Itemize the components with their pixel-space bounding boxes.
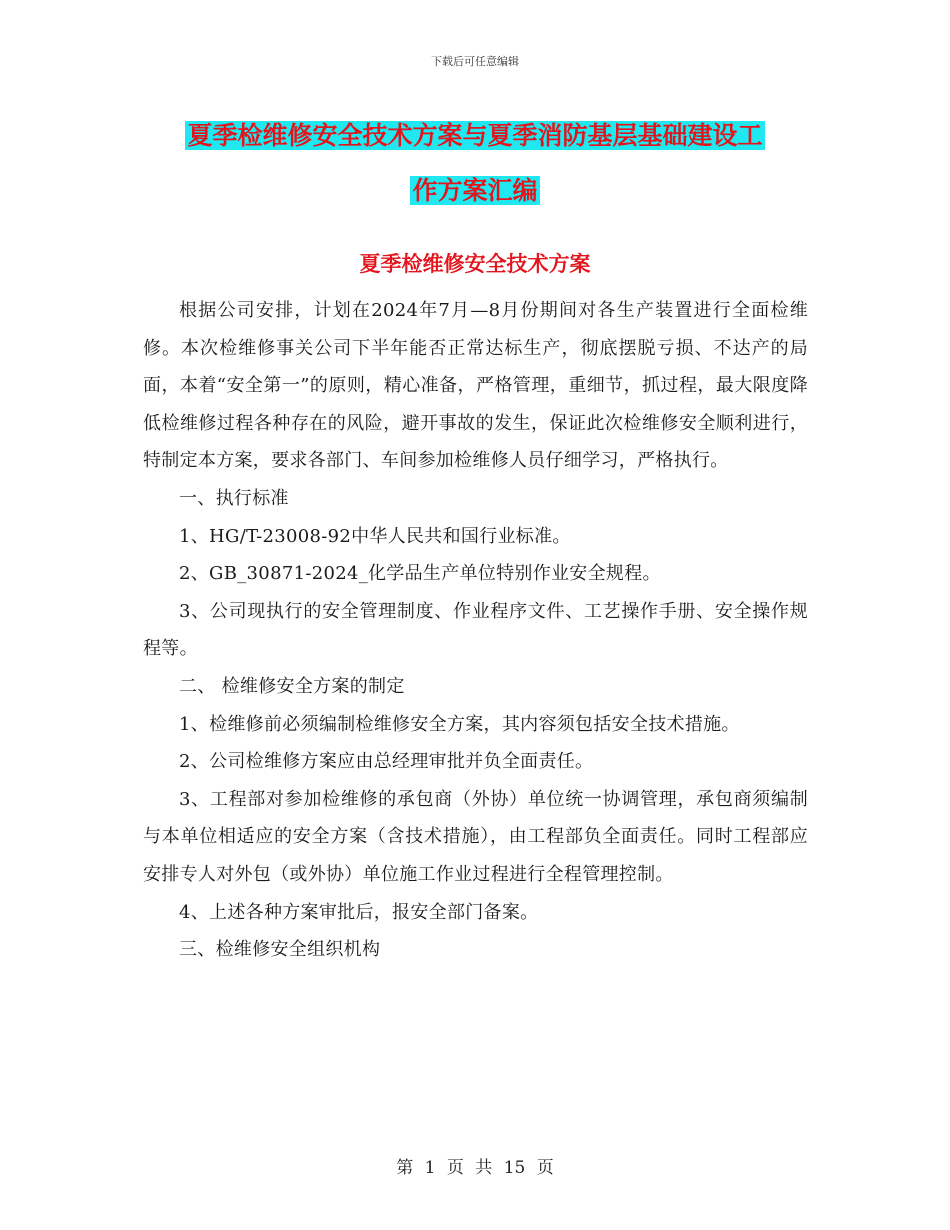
paragraph-intro: 根据公司安排，计划在2024年7月—8月份期间对各生产装置进行全面检维修。本次检维修事关公司下半年能否正常达标生产，彻底摆脱亏损、不达产的局面，本着“安全第一”的原则，精心准备，严格管理，重细节，抓过程，最大限度降低检维修过程各种存在的风险，避开事故的发生，保证此次检维修安全顺利进行，特制定本方案，要求各部门、车间参加检维修人员仔细学习，严格执行。 (143, 300, 808, 472)
document-title-line-2: 作方案汇编 (412, 176, 538, 205)
paragraph-standard-3: 3、公司现执行的安全管理制度、作业程序文件、工艺操作手册、安全操作规程等。 (143, 600, 808, 660)
page-footer: 第 1 页 共 15 页 (396, 1158, 554, 1178)
document-title (150, 108, 800, 218)
paragraph-standard-2: 2、GB_30871-2024_化学品生产单位特别作业安全规程。 (179, 563, 661, 585)
header-note: 下载后可任意编辑 (431, 55, 519, 68)
heading-plan-formulation: 二、 检维修安全方案的制定 (179, 675, 405, 697)
heading-safety-organization: 三、检维修安全组织机构 (179, 939, 381, 961)
document-title-line-1: 夏季检维修安全技术方案与夏季消防基层基础建设工 (187, 121, 763, 150)
heading-execution-standards: 一、执行标准 (179, 487, 289, 509)
body-text (143, 292, 808, 969)
paragraph-plan-4: 4、上述各种方案审批后，报安全部门备案。 (179, 901, 539, 923)
paragraph-plan-3: 3、工程部对参加检维修的承包商（外协）单位统一协调管理，承包商须编制与本单位相适应的安全方案（含技术措施），由工程部负全面责任。同时工程部应安排专人对外包（或外协）单位施工作业过程进行全程管理控制。 (143, 788, 808, 885)
paragraph-standard-1: 1、HG/T-23008-92中华人民共和国行业标准。 (179, 525, 571, 547)
section-title: 夏季检维修安全技术方案 (359, 252, 591, 276)
paragraph-plan-1: 1、检维修前必须编制检维修安全方案，其内容须包括安全技术措施。 (179, 713, 740, 735)
paragraph-plan-2: 2、公司检维修方案应由总经理审批并负全面责任。 (179, 751, 594, 773)
